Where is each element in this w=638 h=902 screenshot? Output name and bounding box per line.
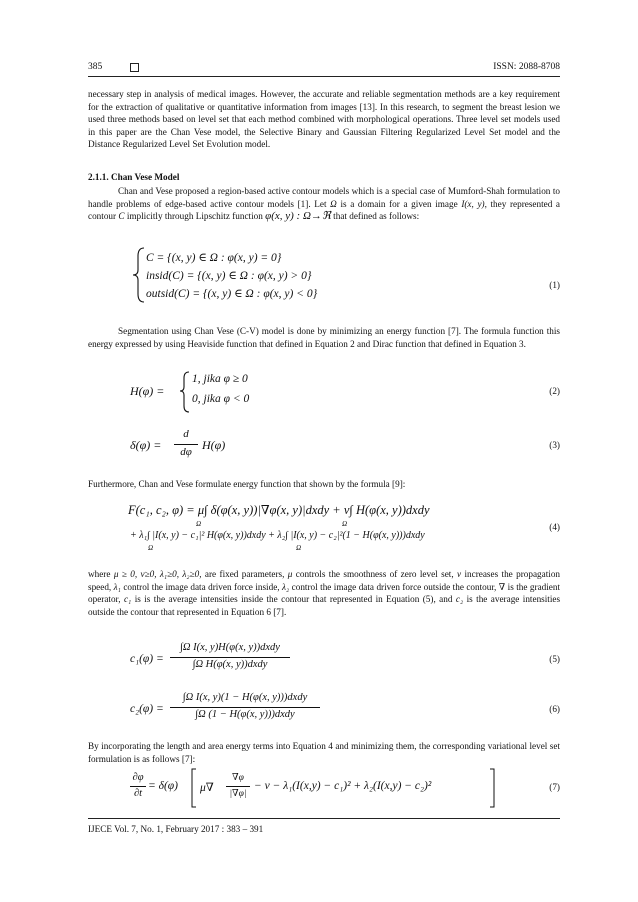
eq3-denominator: dφ	[180, 446, 192, 458]
section-paragraph-3: Furthermore, Chan and Vese formulate energy function that shown by the formula [9]:	[88, 479, 406, 489]
eq5-fraction-bar	[170, 657, 290, 658]
eq7-left-bracket	[190, 768, 198, 808]
lipschitz-symbol: φ(x, y) : Ω→ℜ	[265, 210, 331, 223]
eq2-case-2: 0, jika φ < 0	[192, 393, 250, 405]
eq4-int-sub-1: Ω	[196, 520, 202, 528]
eq1-line-3: outsid(C) = {(x, y) ∈ Ω : φ(x, y) < 0}	[146, 288, 318, 300]
eq2-case-1: 1, jika φ ≥ 0	[192, 373, 248, 385]
eq2-lhs: H(φ) =	[130, 384, 165, 398]
eq4-int-sub-2: Ω	[342, 520, 348, 528]
eq1-line-1: C = {(x, y) ∈ Ω : φ(x, y) = 0}	[146, 252, 282, 264]
eq7-lhs-denominator: ∂t	[133, 788, 143, 799]
eq5-lhs: c₁(φ) =	[130, 653, 164, 665]
eq5-denominator: ∫Ω H(φ(x, y))dxdy	[192, 659, 268, 670]
eq5-numerator: ∫Ω I(x, y)H(φ(x, y))dxdy	[180, 642, 280, 653]
eq4-line-1: F(c₁, c₂, φ) = μ∫ δ(φ(x, y))|∇φ(x, y)|dxdy + ν∫ H(φ(x, y))dxdy	[128, 503, 430, 517]
eq7-frac-numerator: ∇φ	[232, 773, 244, 783]
eq4-int-sub-4: Ω	[296, 544, 302, 552]
eq7-mu-div: μ∇	[200, 782, 214, 794]
params-symbols: μ ≥ 0, ν≥0, λ₁≥0, λ₂≥0,	[113, 569, 202, 579]
section-title: 2.1.1. Chan Vese Model	[88, 172, 180, 182]
eq3-lhs: δ(φ) =	[130, 438, 162, 452]
eq7-delta: = δ(φ)	[148, 780, 179, 792]
eq1-line-2: insid(C) = {(x, y) ∈ Ω : φ(x, y) > 0}	[146, 270, 312, 282]
eq6-numerator: ∫Ω I(x, y)(1 − H(φ(x, y)))dxdy	[182, 692, 308, 703]
eq7-body: − ν − λ₁(I(x,y) − c₁)² + λ₂(I(x,y) − c₂)²	[254, 780, 432, 792]
eq6-fraction-bar	[170, 707, 320, 708]
eq4-number: (4)	[549, 522, 560, 532]
omega-symbol: Ω	[330, 198, 337, 209]
page-number: 385	[88, 62, 103, 72]
eq2-brace	[178, 370, 192, 414]
eq4-int-sub-3: Ω	[148, 544, 154, 552]
eq3-fraction-bar	[174, 444, 198, 445]
eq3-numerator: d	[183, 428, 189, 440]
eq1-number: (1)	[549, 280, 560, 290]
eq7-number: (7)	[549, 782, 560, 792]
eq3-rhs: H(φ)	[202, 438, 226, 452]
eq7-frac-denominator: |∇φ|	[229, 789, 247, 799]
header-rule	[88, 76, 560, 77]
section-paragraph-4: where μ ≥ 0, ν≥0, λ₁≥0, λ₂≥0, are fixed parameters, μ controls the smoothness of zero level set, ν increases the propagation speed, λ₁ control the image data driven force inside, λ₂ control the image data driven force outside the contour, ∇ is the gradient operator, c₁ is is the average intensities inside the contour that represented in Equation (5), and c₂ is the average intensities outside the contour that represented in Equation 6 [7].	[88, 569, 561, 617]
eq2-number: (2)	[549, 386, 560, 396]
section-paragraph-5: By incorporating the length and area energy terms into Equation 4 and minimizing them, the corresponding variational level set formulation is as follows [7]:	[88, 741, 560, 764]
footer-rule	[88, 818, 560, 819]
eq3-number: (3)	[549, 440, 560, 450]
header-square-icon	[130, 63, 139, 72]
image-symbol: I(x, y)	[461, 198, 485, 209]
eq7-right-bracket	[488, 768, 496, 808]
section-paragraph-2: Segmentation using Chan Vese (C-V) model is done by minimizing an energy function [7]. The formula function this energy expressed by using Heaviside function that defined in Equation 2 and Dirac function that defined in Equation 3.	[88, 326, 560, 349]
section-paragraph-1: Chan and Vese proposed a region-based active contour models which is a special case of Mumford-Shah formulation to handle problems of edge-based active contour models [1]. Let Ω is a domain for a given image I(x, y), they represented a contour C implicitly through Lipschitz function φ(x, y) : Ω→ℜ that defined as follows:	[88, 186, 561, 223]
intro-paragraph: necessary step in analysis of medical images. However, the accurate and reliable segmentation methods are a key requirement for the extraction of qualitative or quantitative information from images [13]. In this research, to segment the breast lesion we used three methods based on level set that each method combined with morphological operations. Three level set models used in this paper are the Chan Vese model, the Selective Binary and Gaussian Filtering Regularized Level Set model and the Distance Regularized Level Set Evolution model.	[88, 89, 560, 150]
contour-symbol: C	[118, 211, 125, 222]
eq6-number: (6)	[549, 704, 560, 714]
page-footer: IJECE Vol. 7, No. 1, February 2017 : 383 – 391	[88, 824, 264, 834]
eq7-lhs-numerator: ∂φ	[132, 772, 144, 783]
eq6-denominator: ∫Ω (1 − H(φ(x, y)))dxdy	[195, 709, 295, 720]
eq4-line-2: + λ₁∫ |I(x, y) − c₁|² H(φ(x, y))dxdy + λ₂∫ |I(x, y) − c₂|²(1 − H(φ(x, y)))dxdy	[130, 530, 425, 541]
eq7-lhs-bar	[130, 786, 146, 787]
issn-label: ISSN: 2088-8708	[493, 62, 560, 72]
eq7-frac-bar	[226, 786, 250, 787]
eq5-number: (5)	[549, 654, 560, 664]
eq6-lhs: c₂(φ) =	[130, 703, 164, 715]
